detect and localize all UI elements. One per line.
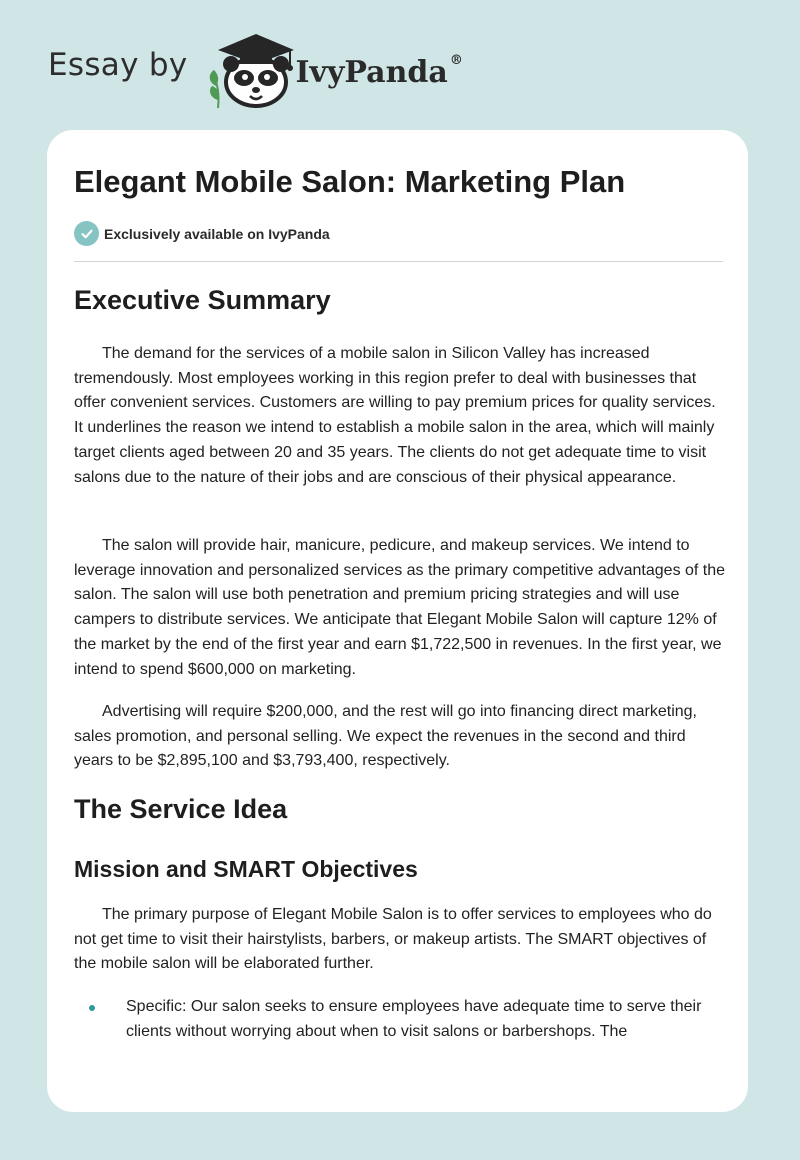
brand-prefix: Essay by [48, 47, 188, 83]
brand-name-text: IvyPanda [295, 54, 448, 90]
brand-header[interactable] [48, 30, 463, 110]
registered-mark: ® [449, 52, 463, 68]
paragraph: The salon will provide hair, manicure, pedicure, and makeup services. We intend to leverage innovation and personalized services as the primary competitive advantages of the salon. The salon will use both penetration and premium pricing strategies and will use campers to distribute services. We anticipate that Elegant Mobile Salon will capture 12% of the market by the end of the first year and earn $1,722,500 in revenues. In the first year, we intend to spend $600,000 on marketing. [74, 537, 726, 678]
section-heading-service-idea: The Service Idea [74, 794, 288, 824]
checkmark-icon [74, 221, 99, 246]
paragraph: The demand for the services of a mobile salon in Silicon Valley has increased tremendously. Most employees working in this region prefer to deal with businesses that offer convenient services. Customers are willing to pay premium prices for quality services. It underlines the reason we intend to establish a mobile salon in the area, which will mainly target clients aged between 20 and 35 years. The clients do not get adequate time to visit salons due to the nature of their jobs and are conscious of their physical appearance. [74, 345, 716, 486]
bullet-dot-icon [89, 1005, 95, 1011]
paragraph: The primary purpose of Elegant Mobile Salon is to offer services to employees who do not get time to visit their hairstylists, barbers, or makeup artists. The SMART objectives of the mobile salon will be elaborated further. [74, 906, 712, 973]
panda-logo-icon [202, 30, 298, 110]
brand-name [295, 52, 463, 90]
list-item-text: Specific: Our salon seeks to ensure employees have adequate time to serve their clients without worrying about when to visit salons or barbershops. The [126, 998, 702, 1040]
paragraph: Advertising will require $200,000, and the rest will go into financing direct marketing, sales promotion, and personal selling. We expect the revenues in the second and third years to be $2,895,100 and $3,793,400, respectively. [74, 703, 697, 770]
smart-objectives-list [89, 995, 709, 1044]
availability-badge [74, 221, 330, 246]
essay-title: Elegant Mobile Salon: Marketing Plan [74, 164, 626, 199]
list-item [89, 995, 709, 1044]
subsection-heading-mission: Mission and SMART Objectives [74, 856, 418, 882]
essay-card [47, 130, 748, 1112]
section-heading-executive-summary: Executive Summary [74, 285, 331, 315]
title-divider [74, 261, 723, 262]
availability-text: Exclusively available on IvyPanda [104, 225, 330, 242]
